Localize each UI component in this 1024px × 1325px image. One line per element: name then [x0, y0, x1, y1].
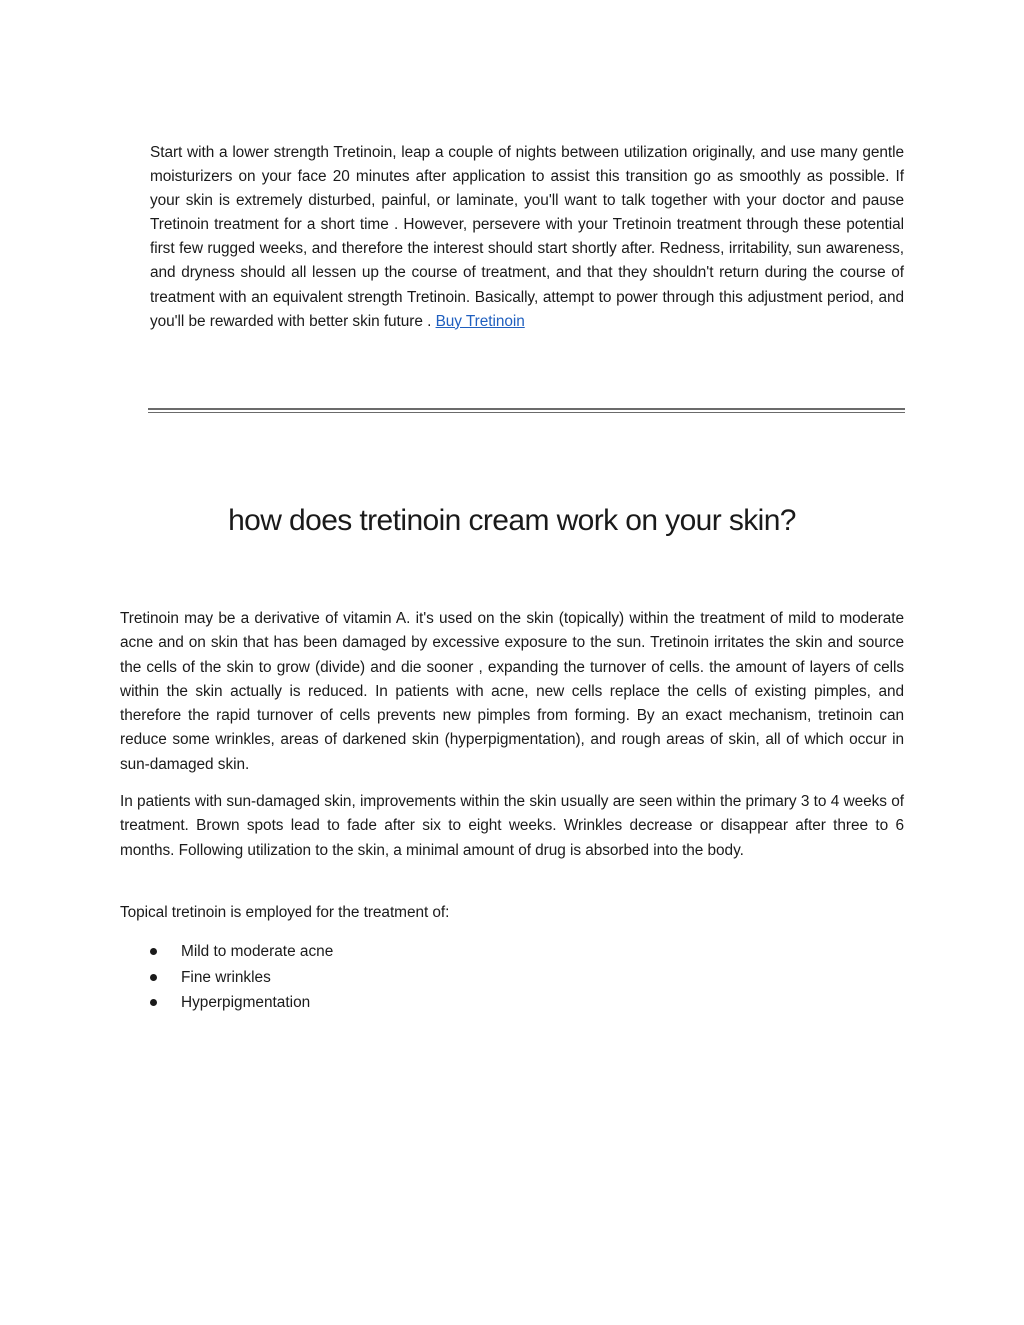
- list-item-label: Mild to moderate acne: [181, 943, 334, 960]
- bullet-icon: [150, 948, 157, 955]
- intro-paragraph: [150, 141, 904, 334]
- list-item-label: Hyperpigmentation: [181, 994, 311, 1011]
- list-item: [150, 939, 333, 965]
- paragraph-mechanism: Tretinoin may be a derivative of vitamin A. it's used on the skin (topically) within the treatment of mild to moderate acne and on skin that has been damaged by excessive exposure to the sun. Tretinoin irritates the skin and source the cells of the skin to grow (divide) and die sooner , expanding the turnover of cells. the amount of layers of cells within the skin actually is reduced. In patients with acne, new cells replace the cells of existing pimples, and therefore the rapid turnover of cells prevents new pimples from forming. By an exact mechanism, tretinoin can reduce some wrinkles, areas of darkened skin (hyperpigmentation), and rough areas of skin, all of which occur in sun-damaged skin.: [120, 610, 904, 773]
- bullet-icon: [150, 999, 157, 1006]
- uses-list: [150, 939, 333, 1016]
- list-item-label: Fine wrinkles: [181, 968, 271, 986]
- intro-text: Start with a lower strength Tretinoin, leap a couple of nights between utilization originally, and use many gentle moisturizers on your face 20 minutes after application to assist this transition go as smoothly as possible. If your skin is extremely disturbed, painful, or laminate, you'll want to talk together with your doctor and pause Tretinoin treatment for a short time . However, persevere with your Tretinoin treatment through these potential first few rugged weeks, and therefore the interest should start shortly after. Redness, irritability, sun awareness, and dryness should all lessen up the course of treatment, and that they shouldn't return during the course of treatment with an equivalent strength Tretinoin. Basically, attempt to power through this adjustment period, and you'll be rewarded with better skin future .: [150, 144, 904, 330]
- section-heading: how does tretinoin cream work on your skin?: [228, 504, 796, 537]
- list-item: [150, 990, 333, 1016]
- section-divider: [148, 408, 905, 413]
- list-item: [150, 965, 333, 991]
- paragraph-uses-intro: Topical tretinoin is employed for the treatment of:: [120, 904, 450, 921]
- paragraph-sun-damage: In patients with sun-damaged skin, improvements within the skin usually are seen within the primary 3 to 4 weeks of treatment. Brown spots lead to fade after six to eight weeks. Wrinkles decrease or disappear after three to 6 months. Following utilization to the skin, a minimal amount of drug is absorbed into the body.: [120, 793, 904, 859]
- buy-tretinoin-link[interactable]: Buy Tretinoin: [435, 312, 525, 330]
- bullet-icon: [150, 974, 157, 981]
